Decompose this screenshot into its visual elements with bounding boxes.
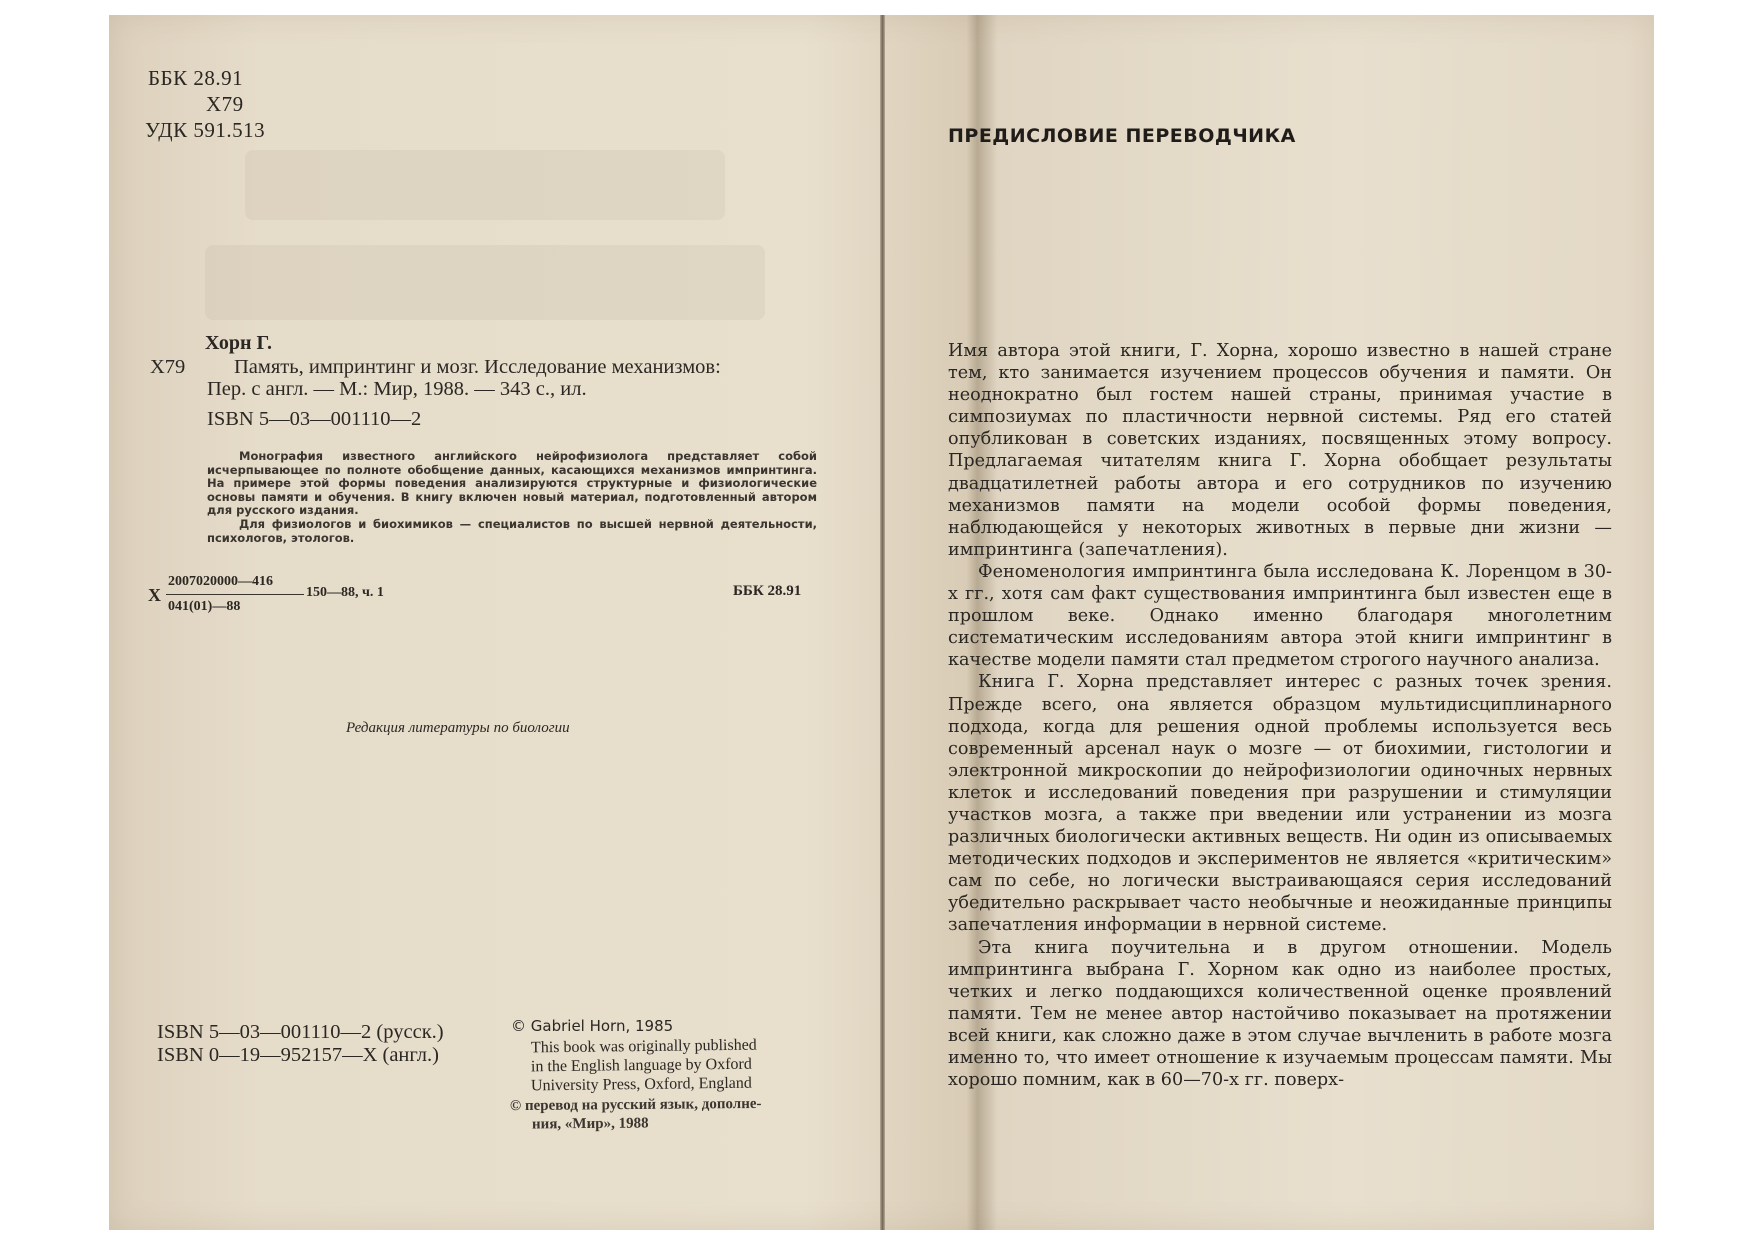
catalog-title-line1: Память, импринтинг и мозг. Исследование механизмов: bbox=[234, 356, 721, 378]
formula-denominator: 041(01)—88 bbox=[168, 599, 241, 614]
copyright-translation-line1: © перевод на русский язык, дополне- bbox=[509, 1095, 762, 1115]
formula-suffix: 150—88, ч. 1 bbox=[306, 585, 384, 600]
udk-code: УДК 591.513 bbox=[145, 118, 266, 142]
catalog-mark: Х79 bbox=[150, 356, 186, 378]
catalog-annotation: Монография известного английского нейрофизиолога представляет собой исчерпывающее по полноте обобщение данных, касающихся механизмов импринтинга. На примере этой формы поведения анализируются структурные и физиологические основы памяти и обучения. В книгу включен новый материал, подготовленный автором для русского издания. bbox=[207, 449, 817, 517]
copyright-original: © Gabriel Horn, 1985 bbox=[511, 1017, 674, 1035]
preface-body bbox=[948, 340, 1612, 1091]
isbn-english: ISBN 0—19—952157—X (англ.) bbox=[157, 1044, 439, 1066]
preface-paragraph-4: Эта книга поучительна и в другом отношении. Модель импринтинга выбрана Г. Хорном как одно из наиболее простых, четких и легко поддающихся количественной оценке проявлений памяти. Тем не менее автор настойчиво показывает на протяжении всей книги, как сложно даже в этом случае вычленить в работе мозга именно то, что имеет отношение к изучаемым процессам памяти. Мы хорошо помним, как в 60—70-х гг. поверх- bbox=[948, 937, 1612, 1091]
author-mark: Х79 bbox=[206, 92, 244, 116]
catalog-isbn: ISBN 5—03—001110—2 bbox=[207, 408, 422, 430]
preface-paragraph-3: Книга Г. Хорна представляет интерес с разных точек зрения. Прежде всего, она является образцом мультидисциплинарного подхода, когда для решения одной проблемы используется весь современный арсенал наук о мозге — от биохимии, гистологии и электронной микроскопии до нейрофизиологии одиночных нервных клеток и исследований поведения при разрушении и стимуляции участков мозга, а также при введении или устранении из мозга различных биологически активных веществ. Ни один из описываемых методических подходов и экспериментов не является «критическим» сам по себе, но логически выстраивающаяся серия исследований убедительно раскрывает часто необычные и неожиданные принципы запечатления информации в нервной системе. bbox=[948, 672, 1612, 936]
formula-prefix: Х bbox=[148, 585, 161, 605]
catalog-audience: Для физиологов и биохимиков — специалистов по высшей нервной деятельности, психологов, этологов. bbox=[207, 517, 817, 545]
bleed-through-title bbox=[205, 140, 765, 340]
catalog-author: Хорн Г. bbox=[205, 332, 272, 354]
book-spine-fold bbox=[880, 15, 885, 1230]
copyright-note-line1: This book was originally published bbox=[530, 1036, 757, 1057]
formula-fraction-bar bbox=[166, 594, 304, 595]
copyright-note-line2: in the English language by Oxford bbox=[530, 1055, 752, 1076]
preface-paragraph-2: Феноменология импринтинга была исследована К. Лоренцом в 30-х гг., хотя сам факт существования импринтинга был известен еще в прошлом веке. Однако именно благодаря многолетним систематическим исследованиям автора этой книги импринтинг в качестве модели памяти стал предметом строгого научного анализа. bbox=[948, 561, 1612, 671]
isbn-russian: ISBN 5—03—001110—2 (русск.) bbox=[157, 1021, 444, 1043]
bbk-code: ББК 28.91 bbox=[148, 66, 244, 90]
formula-numerator: 2007020000—416 bbox=[168, 574, 273, 589]
editorial-office: Редакция литературы по биологии bbox=[346, 720, 570, 736]
preface-heading: ПРЕДИСЛОВИЕ ПЕРЕВОДЧИКА bbox=[948, 125, 1296, 147]
formula-bbk: ББК 28.91 bbox=[733, 583, 802, 599]
copyright-note-line3: University Press, Oxford, England bbox=[530, 1074, 752, 1095]
preface-paragraph-1: Имя автора этой книги, Г. Хорна, хорошо известно в нашей стране тем, кто занимается изучением процессов обучения и памяти. Он неоднократно был гостем нашей страны, принимая участие в симпозиумах по пластичности нервной системы. Ряд его статей опубликован в советских изданиях, посвященных этому вопросу. Предлагаемая читателям книга Г. Хорна обобщает результаты двадцатилетней работы автора и его сотрудников по изучению механизмов памяти на модели особой формы поведения, наблюдающейся у некоторых животных в первые дни жизни — импринтинга (запечатления). bbox=[948, 341, 1612, 560]
catalog-title-line2: Пер. с англ. — М.: Мир, 1988. — 343 с., ил. bbox=[207, 378, 587, 400]
copyright-translation-line2: ния, «Мир», 1988 bbox=[531, 1115, 649, 1133]
